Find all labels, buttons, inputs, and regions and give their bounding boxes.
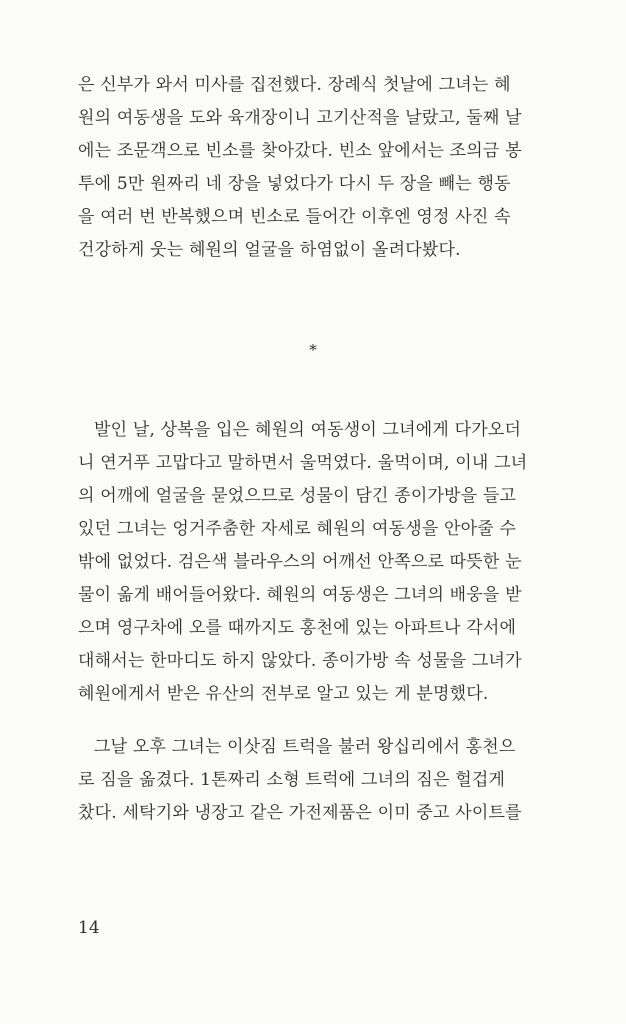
text-line: 대해서는 한마디도 하지 않았다. 종이가방 속 성물을 그녀가 [78, 651, 522, 671]
text-line: 그날 오후 그녀는 이삿짐 트럭을 불러 왕십리에서 홍천으 [94, 737, 516, 757]
text-line: 물이 옮게 배어들어왔다. 혜원의 여동생은 그녀의 배웅을 받 [78, 585, 522, 605]
page-number: 14 [78, 918, 100, 938]
text-line: 발인 날, 상복을 입은 혜원의 여동생이 그녀에게 다가오더 [94, 420, 522, 440]
text-line: 의 어깨에 얼굴을 묻었으므로 성물이 담긴 종이가방을 들고 [78, 486, 517, 506]
text-line: 있던 그녀는 엉거주춤한 자세로 혜원의 여동생을 안아줄 수 [78, 519, 517, 539]
text-line: 에는 조문객으로 빈소를 찾아갔다. 빈소 앞에서는 조의금 봉 [78, 141, 522, 161]
text-line: 혜원에게서 받은 유산의 전부로 알고 있는 게 분명했다. [78, 684, 489, 704]
text-line: 원의 여동생을 도와 육개장이니 고기산적을 날랐고, 둘째 날 [78, 108, 522, 128]
text-line: 투에 5만 원짜리 네 장을 넣었다가 다시 두 장을 빼는 행동 [78, 174, 511, 194]
text-line: 밖에 없었다. 검은색 블라우스의 어깨선 안쪽으로 따뜻한 눈 [78, 552, 522, 572]
text-line: 니 연거푸 고맙다고 말하면서 울먹였다. 울먹이며, 이내 그녀 [78, 453, 528, 473]
text-line: 찼다. 세탁기와 냉장고 같은 가전제품은 이미 중고 사이트를 [78, 803, 522, 823]
text-line: 은 신부가 와서 미사를 집전했다. 장례식 첫날에 그녀는 혜 [78, 75, 511, 95]
text-line: 을 여러 번 반복했으며 빈소로 들어간 이후엔 영정 사진 속 [78, 207, 511, 227]
text-line: 으며 영구차에 오를 때까지도 홍천에 있는 아파트나 각서에 [78, 618, 517, 638]
text-line: 로 짐을 옮겼다. 1톤짜리 소형 트럭에 그녀의 짐은 헐겁게 [78, 770, 506, 790]
section-separator: * [309, 341, 317, 359]
text-line: 건강하게 웃는 혜원의 얼굴을 하염없이 올려다봤다. [78, 240, 461, 260]
